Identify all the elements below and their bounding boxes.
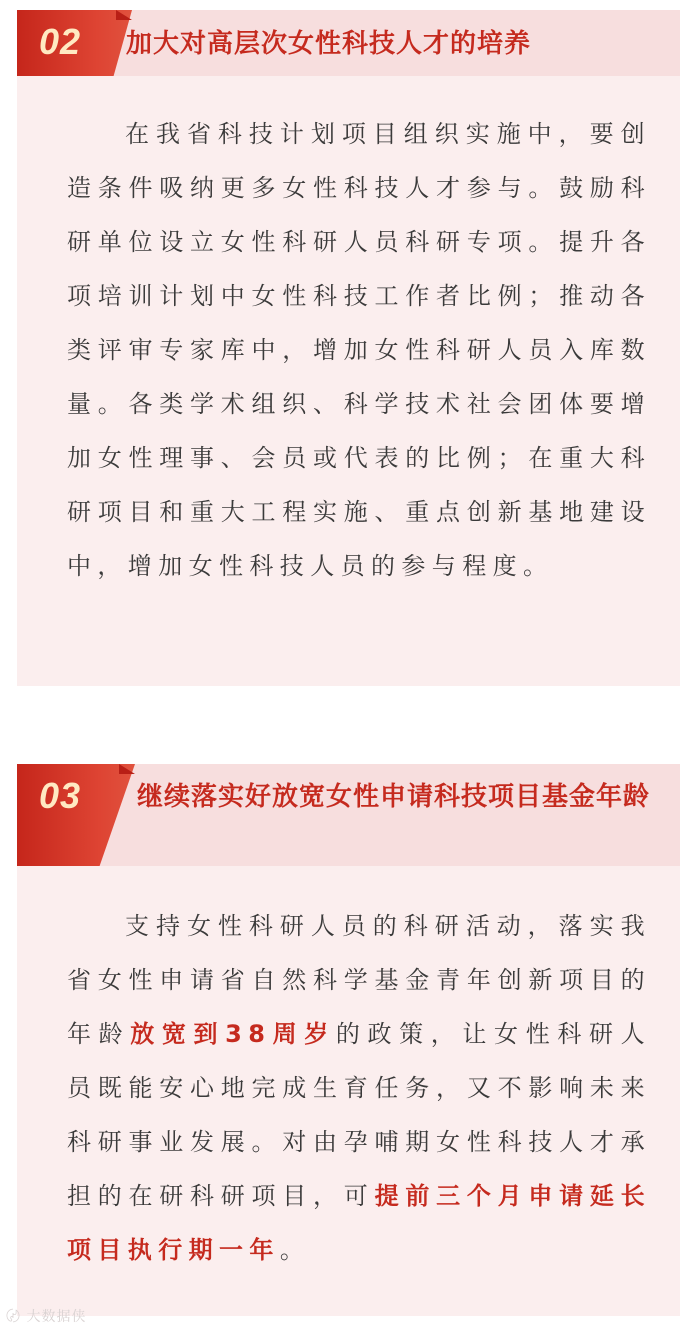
tab-notch	[119, 764, 135, 774]
tab-notch	[116, 10, 132, 20]
highlight-text: 提前三个月申请延长项目执行期一年	[67, 1182, 652, 1264]
section-title: 加大对高层次女性科技人才的培养	[126, 29, 532, 59]
section-paragraph: 在我省科技计划项目组织实施中，要创造条件吸纳更多女性科技人才参与。鼓励科研单位设立女性科研人员科研专项。提升各项培训计划中女性科技工作者比例；推动各类评审专家库中，增加女性科研人员入库数量。各类学术组织、科学技术社会团体要增加女性理事、会员或代表的比例；在重大科研项目和重大工程实施、重点创新基地建设中，增加女性科技人员的参与程度。	[67, 120, 651, 580]
watermark	[6, 1306, 86, 1326]
paragraph-text: 。	[279, 1236, 311, 1264]
section-title: 继续落实好放宽女性申请科技项目基金年龄	[137, 782, 651, 812]
highlight-text: 放宽到38周岁	[130, 1020, 336, 1048]
section-number: 03	[39, 775, 82, 816]
watermark-text: 大数据侠	[26, 1309, 87, 1325]
paragraph-text: 支持女性科研人员的科研活动，落实我省女性申请省自然科学基金青年创新项目的年龄	[67, 912, 651, 1048]
section-header	[17, 10, 680, 76]
watermark-icon: 〄	[6, 1309, 21, 1325]
section-number: 02	[39, 21, 82, 62]
section-header	[17, 764, 680, 866]
section-03	[17, 764, 680, 1316]
section-02	[17, 10, 680, 686]
section-paragraph	[67, 899, 651, 1277]
paragraph-text: 的政策，让女性科研人员既能安心地完成生育任务，又不影响未来科研事业发展。对由孕哺期女性科技人才承担的在研科研项目，可	[67, 1020, 651, 1210]
